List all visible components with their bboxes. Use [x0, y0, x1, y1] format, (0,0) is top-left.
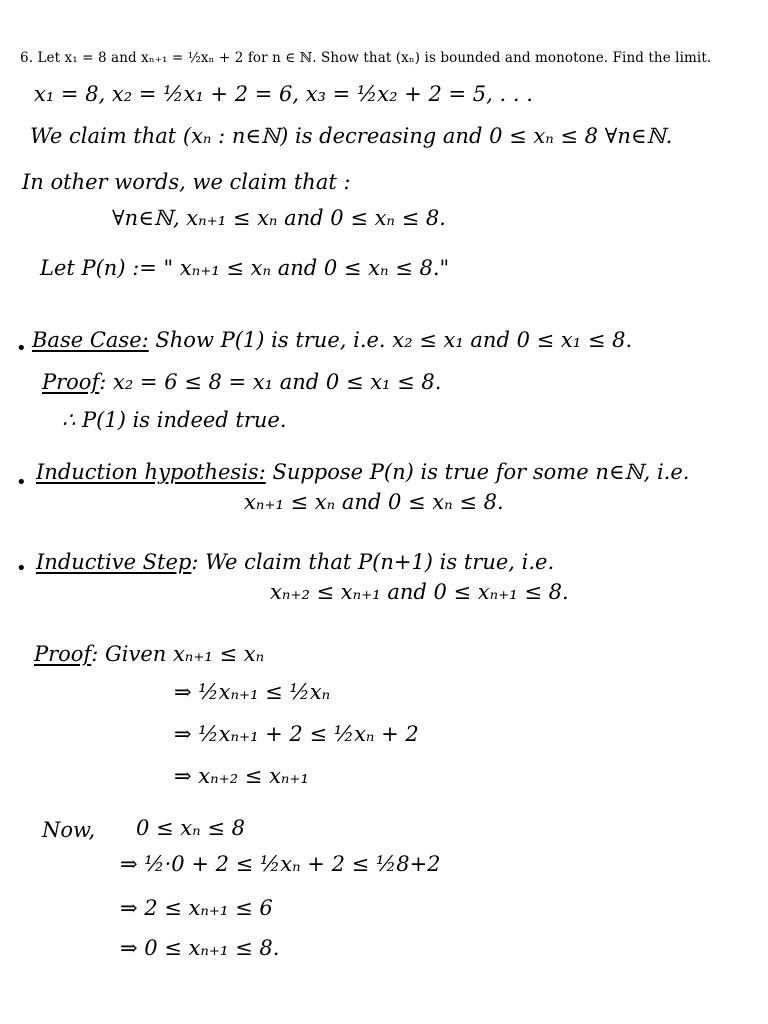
claim-rephrase: In other words, we claim that :: [22, 170, 351, 194]
base-conclusion: ∴ P(1) is indeed true.: [62, 408, 287, 432]
now-bound: 0 ≤ xₙ ≤ 8: [136, 816, 245, 840]
proof-step-3: ⇒ xₙ₊₂ ≤ xₙ₊₁: [174, 764, 309, 788]
now-step-1: ⇒ ½·0 + 2 ≤ ½xₙ + 2 ≤ ½8+2: [120, 852, 441, 876]
now-step-2: ⇒ 2 ≤ xₙ₊₁ ≤ 6: [120, 896, 273, 920]
base-proof-label: Proof: [42, 370, 100, 394]
bullet-inductive-step: •: [16, 558, 27, 579]
claim-statement: We claim that (xₙ : n∈ℕ) is decreasing and 0 ≤ xₙ ≤ 8 ∀n∈ℕ.: [30, 124, 673, 148]
now-label: Now,: [42, 818, 96, 842]
inductive-step-line: [36, 552, 554, 573]
sequence-terms: x₁ = 8, x₂ = ½x₁ + 2 = 6, x₃ = ½x₂ + 2 = 5, . . .: [34, 82, 533, 106]
proof-label: Proof: [34, 642, 92, 666]
inductive-step-text: : We claim that P(n+1) is true, i.e.: [191, 550, 555, 574]
base-proof-line: [42, 372, 441, 393]
claim-formula: ∀n∈ℕ, xₙ₊₁ ≤ xₙ and 0 ≤ xₙ ≤ 8.: [112, 206, 446, 230]
bullet-hypothesis: •: [16, 472, 27, 493]
base-case-heading: Base Case:: [32, 328, 149, 352]
hypothesis-line: [36, 462, 689, 483]
proof-step-2: ⇒ ½xₙ₊₁ + 2 ≤ ½xₙ + 2: [174, 722, 419, 746]
hypothesis-formula: xₙ₊₁ ≤ xₙ and 0 ≤ xₙ ≤ 8.: [244, 490, 504, 514]
inductive-step-heading: Inductive Step: [36, 550, 192, 574]
base-case-text: Show P(1) is true, i.e. x₂ ≤ x₁ and 0 ≤ x₁ ≤ 8.: [155, 328, 633, 352]
hypothesis-text: Suppose P(n) is true for some n∈ℕ, i.e.: [272, 460, 690, 484]
problem-statement: 6. Let x₁ = 8 and xₙ₊₁ = ½xₙ + 2 for n ∈ ℕ. Show that (xₙ) is bounded and monotone. Find the limit.: [20, 50, 712, 66]
proof-step-1: ⇒ ½xₙ₊₁ ≤ ½xₙ: [174, 680, 331, 704]
inductive-step-formula: xₙ₊₂ ≤ xₙ₊₁ and 0 ≤ xₙ₊₁ ≤ 8.: [270, 580, 569, 604]
base-proof-text: : x₂ = 6 ≤ 8 = x₁ and 0 ≤ x₁ ≤ 8.: [99, 370, 442, 394]
proof-given-line: [34, 644, 264, 665]
predicate-definition: Let P(n) := " xₙ₊₁ ≤ xₙ and 0 ≤ xₙ ≤ 8.": [40, 256, 450, 280]
hypothesis-heading: Induction hypothesis:: [36, 460, 266, 484]
now-step-3: ⇒ 0 ≤ xₙ₊₁ ≤ 8.: [120, 936, 280, 960]
bullet-base-case: •: [16, 338, 27, 359]
base-case-line: [32, 330, 632, 351]
proof-given: : Given xₙ₊₁ ≤ xₙ: [91, 642, 265, 666]
